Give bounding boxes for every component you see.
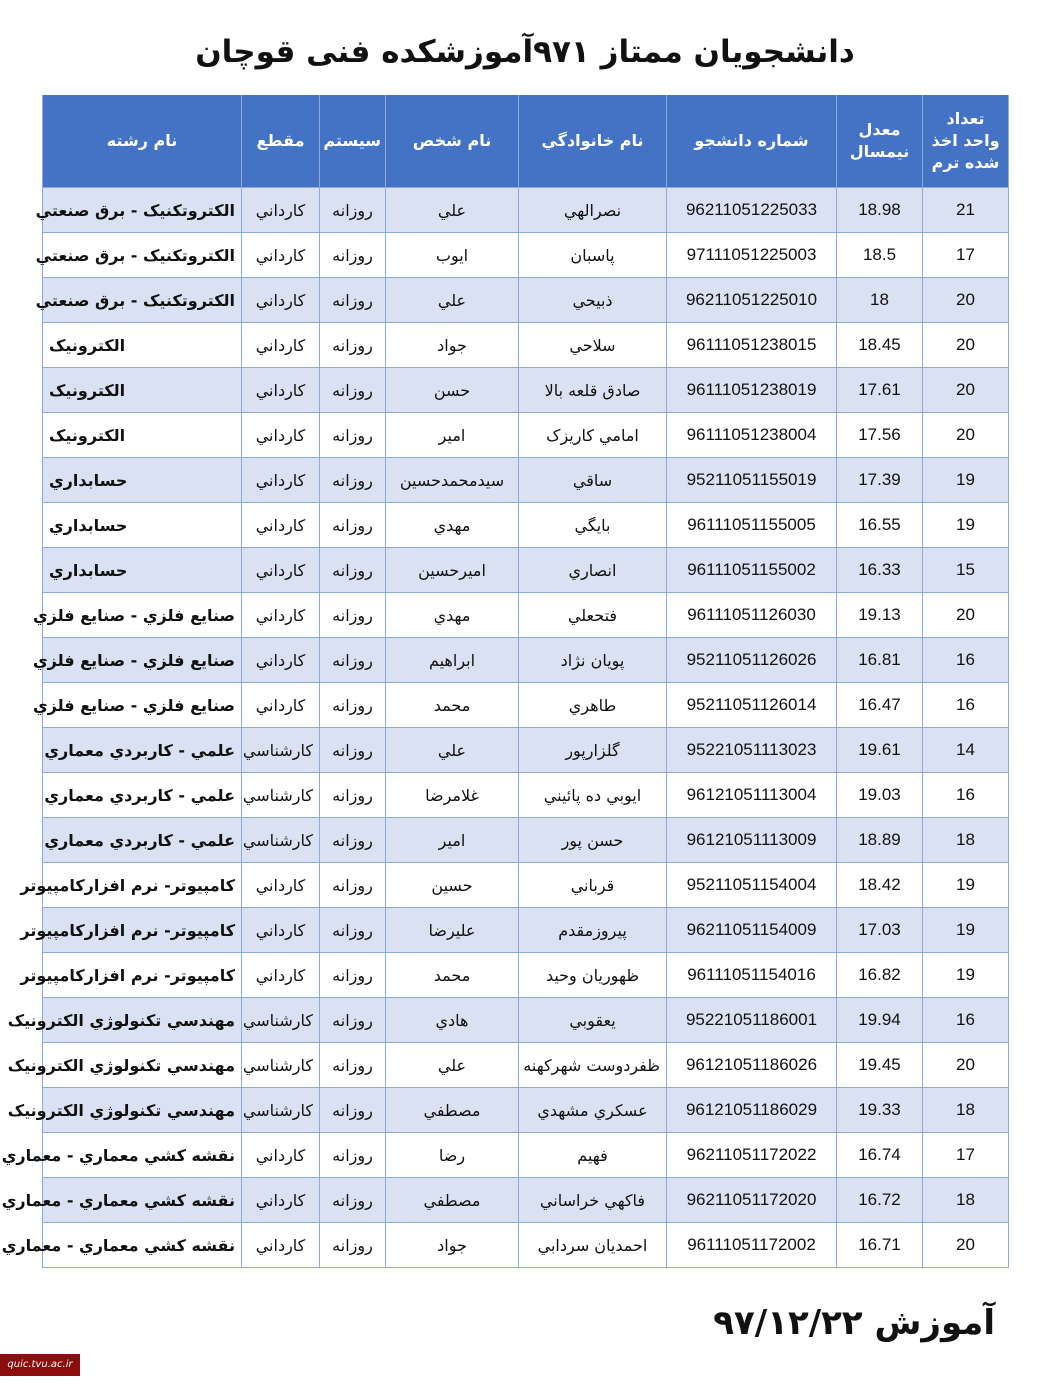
cell-system: روزانه <box>320 323 386 368</box>
table-row <box>43 1178 1009 1223</box>
header-system: سيستم <box>320 95 386 188</box>
cell-first-name: جواد <box>386 323 519 368</box>
cell-last-name: پاسبان <box>519 233 667 278</box>
cell-last-name: گلزارپور <box>519 728 667 773</box>
cell-units: 18 <box>923 1088 1009 1133</box>
table-row <box>43 188 1009 233</box>
cell-major: كامپيوتر- نرم افزاركامپيوتر <box>43 908 242 953</box>
cell-first-name: علي <box>386 1043 519 1088</box>
cell-units: 20 <box>923 593 1009 638</box>
cell-units: 21 <box>923 188 1009 233</box>
cell-system: روزانه <box>320 773 386 818</box>
cell-student-no: 96211051172020 <box>667 1178 837 1223</box>
cell-major: صنايع فلزي - صنايع فلزي <box>43 683 242 728</box>
cell-last-name: بايگي <box>519 503 667 548</box>
cell-major: علمي - كاربردي معماري <box>43 818 242 863</box>
cell-gpa: 16.33 <box>837 548 923 593</box>
cell-major: الكترونيک <box>43 413 242 458</box>
cell-last-name: يعقوبي <box>519 998 667 1043</box>
cell-system: روزانه <box>320 413 386 458</box>
cell-level: كارداني <box>242 1223 320 1268</box>
cell-level: كارداني <box>242 278 320 323</box>
cell-system: روزانه <box>320 1133 386 1178</box>
cell-units: 16 <box>923 773 1009 818</box>
cell-last-name: عسكري مشهدي <box>519 1088 667 1133</box>
cell-units: 16 <box>923 683 1009 728</box>
table-body <box>1 188 1009 1268</box>
table-row <box>43 548 1009 593</box>
cell-first-name: محمد <box>386 683 519 728</box>
cell-gpa: 16.82 <box>837 953 923 998</box>
cell-system: روزانه <box>320 368 386 413</box>
cell-system: روزانه <box>320 233 386 278</box>
cell-system: روزانه <box>320 1043 386 1088</box>
cell-first-name: مصطفي <box>386 1088 519 1133</box>
cell-system: روزانه <box>320 953 386 998</box>
cell-first-name: مصطفي <box>386 1178 519 1223</box>
cell-level: كارداني <box>242 458 320 503</box>
cell-major: حسابداري <box>43 458 242 503</box>
cell-first-name: محمد <box>386 953 519 998</box>
students-table <box>1 95 1009 1268</box>
cell-last-name: ظهوريان وحيد <box>519 953 667 998</box>
cell-major: كامپيوتر- نرم افزاركامپيوتر <box>43 953 242 998</box>
cell-system: روزانه <box>320 458 386 503</box>
cell-system: روزانه <box>320 638 386 683</box>
cell-system: روزانه <box>320 908 386 953</box>
cell-level: كارداني <box>242 953 320 998</box>
cell-system: روزانه <box>320 863 386 908</box>
cell-gpa: 19.45 <box>837 1043 923 1088</box>
cell-gpa: 18.89 <box>837 818 923 863</box>
cell-level: كارداني <box>242 503 320 548</box>
header-first-name: نام شخص <box>386 95 519 188</box>
cell-gpa: 18.5 <box>837 233 923 278</box>
header-last-name: نام خانوادگي <box>519 95 667 188</box>
cell-gpa: 18.98 <box>837 188 923 233</box>
cell-gpa: 17.39 <box>837 458 923 503</box>
cell-student-no: 96111051172002 <box>667 1223 837 1268</box>
cell-units: 16 <box>923 998 1009 1043</box>
cell-system: روزانه <box>320 548 386 593</box>
table-row <box>43 1133 1009 1178</box>
cell-level: كارشناسي <box>242 818 320 863</box>
header-units: تعداد واحد اخذ شده ترم <box>923 95 1009 188</box>
cell-last-name: فتحعلي <box>519 593 667 638</box>
cell-gpa: 16.74 <box>837 1133 923 1178</box>
table-row <box>43 1043 1009 1088</box>
cell-major: الكتروتكنيک - برق صنعتي <box>43 278 242 323</box>
cell-last-name: ايوبي ده پائيني <box>519 773 667 818</box>
table-row <box>43 413 1009 458</box>
table-row <box>43 818 1009 863</box>
cell-major: نقشه كشي معماري - معماري <box>43 1223 242 1268</box>
cell-gpa: 19.33 <box>837 1088 923 1133</box>
cell-gpa: 17.61 <box>837 368 923 413</box>
cell-major: مهندسي تكنولوژي الكترونيک <box>43 1043 242 1088</box>
cell-last-name: نصرالهي <box>519 188 667 233</box>
cell-major: الكتروتكنيک - برق صنعتي <box>43 188 242 233</box>
cell-level: كارداني <box>242 233 320 278</box>
cell-gpa: 16.47 <box>837 683 923 728</box>
cell-units: 15 <box>923 548 1009 593</box>
cell-first-name: جواد <box>386 1223 519 1268</box>
table-row <box>43 1223 1009 1268</box>
cell-first-name: علي <box>386 188 519 233</box>
cell-gpa: 19.94 <box>837 998 923 1043</box>
cell-student-no: 96111051238019 <box>667 368 837 413</box>
cell-level: كارداني <box>242 683 320 728</box>
cell-major: الكترونيک <box>43 323 242 368</box>
cell-level: كارداني <box>242 908 320 953</box>
table-row <box>43 683 1009 728</box>
cell-major: كامپيوتر- نرم افزاركامپيوتر <box>43 863 242 908</box>
cell-units: 14 <box>923 728 1009 773</box>
cell-student-no: 96121051113004 <box>667 773 837 818</box>
cell-major: علمي - كاربردي معماري <box>43 773 242 818</box>
cell-student-no: 95211051155019 <box>667 458 837 503</box>
cell-last-name: طاهري <box>519 683 667 728</box>
table-row <box>43 728 1009 773</box>
table-row <box>43 773 1009 818</box>
table-row <box>43 998 1009 1043</box>
cell-system: روزانه <box>320 818 386 863</box>
cell-student-no: 96111051126030 <box>667 593 837 638</box>
cell-system: روزانه <box>320 1088 386 1133</box>
cell-units: 19 <box>923 863 1009 908</box>
header-major: نام رشته <box>43 95 242 188</box>
cell-last-name: حسن پور <box>519 818 667 863</box>
page-title: دانشجویان ممتاز ۹۷۱آموزشکده فنی قوچان <box>195 34 855 70</box>
cell-first-name: هادي <box>386 998 519 1043</box>
cell-student-no: 96111051154016 <box>667 953 837 998</box>
cell-student-no: 96111051238015 <box>667 323 837 368</box>
cell-first-name: مهدي <box>386 503 519 548</box>
table-row <box>43 953 1009 998</box>
cell-first-name: غلامرضا <box>386 773 519 818</box>
cell-first-name: مهدي <box>386 593 519 638</box>
cell-student-no: 96121051186026 <box>667 1043 837 1088</box>
cell-major: نقشه كشي معماري - معماري <box>43 1133 242 1178</box>
cell-system: روزانه <box>320 593 386 638</box>
cell-major: صنايع فلزي - صنايع فلزي <box>43 638 242 683</box>
cell-major: حسابداري <box>43 503 242 548</box>
cell-student-no: 96211051172022 <box>667 1133 837 1178</box>
cell-units: 20 <box>923 323 1009 368</box>
cell-last-name: ظفردوست شهركهنه <box>519 1043 667 1088</box>
cell-last-name: صادق قلعه بالا <box>519 368 667 413</box>
cell-units: 17 <box>923 233 1009 278</box>
cell-gpa: 17.03 <box>837 908 923 953</box>
cell-level: كارشناسي <box>242 998 320 1043</box>
cell-first-name: علي <box>386 728 519 773</box>
cell-last-name: پيروزمقدم <box>519 908 667 953</box>
cell-student-no: 95211051154004 <box>667 863 837 908</box>
cell-first-name: سيدمحمدحسين <box>386 458 519 503</box>
cell-gpa: 19.03 <box>837 773 923 818</box>
cell-major: الكترونيک <box>43 368 242 413</box>
cell-level: كارشناسي <box>242 1088 320 1133</box>
cell-last-name: پويان نژاد <box>519 638 667 683</box>
cell-units: 16 <box>923 638 1009 683</box>
cell-major: علمي - كاربردي معماري <box>43 728 242 773</box>
cell-units: 19 <box>923 953 1009 998</box>
cell-last-name: ذبيحي <box>519 278 667 323</box>
cell-level: كارشناسي <box>242 728 320 773</box>
cell-units: 19 <box>923 503 1009 548</box>
cell-level: كارداني <box>242 1133 320 1178</box>
cell-gpa: 17.56 <box>837 413 923 458</box>
cell-first-name: حسن <box>386 368 519 413</box>
cell-level: كارداني <box>242 593 320 638</box>
cell-first-name: ابراهيم <box>386 638 519 683</box>
cell-student-no: 96121051113009 <box>667 818 837 863</box>
cell-system: روزانه <box>320 998 386 1043</box>
table-row <box>43 233 1009 278</box>
cell-level: كارشناسي <box>242 773 320 818</box>
cell-level: كارداني <box>242 323 320 368</box>
cell-last-name: احمديان سردابي <box>519 1223 667 1268</box>
cell-major: نقشه كشي معماري - معماري <box>43 1178 242 1223</box>
header-gpa: معدل نيمسال <box>837 95 923 188</box>
cell-student-no: 95211051126026 <box>667 638 837 683</box>
cell-level: كارداني <box>242 413 320 458</box>
cell-gpa: 18 <box>837 278 923 323</box>
cell-major: حسابداري <box>43 548 242 593</box>
table-row <box>43 278 1009 323</box>
cell-first-name: ايوب <box>386 233 519 278</box>
cell-student-no: 96111051155005 <box>667 503 837 548</box>
cell-units: 18 <box>923 818 1009 863</box>
cell-student-no: 96121051186029 <box>667 1088 837 1133</box>
cell-last-name: انصاري <box>519 548 667 593</box>
cell-system: روزانه <box>320 278 386 323</box>
header-level: مقطع <box>242 95 320 188</box>
cell-first-name: امير <box>386 818 519 863</box>
cell-gpa: 19.13 <box>837 593 923 638</box>
cell-level: كارشناسي <box>242 1043 320 1088</box>
cell-student-no: 95221051186001 <box>667 998 837 1043</box>
cell-first-name: رضا <box>386 1133 519 1178</box>
table-row <box>43 503 1009 548</box>
cell-student-no: 95221051113023 <box>667 728 837 773</box>
cell-gpa: 16.71 <box>837 1223 923 1268</box>
cell-major: صنايع فلزي - صنايع فلزي <box>43 593 242 638</box>
cell-student-no: 96211051225033 <box>667 188 837 233</box>
cell-system: روزانه <box>320 1178 386 1223</box>
cell-first-name: امير <box>386 413 519 458</box>
header-student-no: شماره دانشجو <box>667 95 837 188</box>
cell-major: مهندسي تكنولوژي الكترونيک <box>43 998 242 1043</box>
cell-last-name: سلاحي <box>519 323 667 368</box>
cell-system: روزانه <box>320 683 386 728</box>
cell-student-no: 96211051154009 <box>667 908 837 953</box>
table-row <box>43 908 1009 953</box>
cell-level: كارداني <box>242 863 320 908</box>
cell-major: الكتروتكنيک - برق صنعتي <box>43 233 242 278</box>
cell-units: 20 <box>923 1223 1009 1268</box>
cell-gpa: 18.42 <box>837 863 923 908</box>
cell-system: روزانه <box>320 188 386 233</box>
cell-units: 17 <box>923 1133 1009 1178</box>
cell-gpa: 19.61 <box>837 728 923 773</box>
cell-units: 18 <box>923 1178 1009 1223</box>
cell-level: كارداني <box>242 368 320 413</box>
cell-student-no: 96111051155002 <box>667 548 837 593</box>
table-header-row <box>43 95 1009 188</box>
cell-gpa: 16.55 <box>837 503 923 548</box>
cell-level: كارداني <box>242 188 320 233</box>
cell-last-name: ساقي <box>519 458 667 503</box>
cell-student-no: 96111051238004 <box>667 413 837 458</box>
cell-student-no: 97111051225003 <box>667 233 837 278</box>
cell-first-name: اميرحسين <box>386 548 519 593</box>
cell-units: 19 <box>923 458 1009 503</box>
cell-first-name: علي <box>386 278 519 323</box>
table-row <box>43 1088 1009 1133</box>
cell-units: 20 <box>923 368 1009 413</box>
cell-units: 20 <box>923 413 1009 458</box>
cell-system: روزانه <box>320 503 386 548</box>
table-row <box>43 368 1009 413</box>
cell-gpa: 16.81 <box>837 638 923 683</box>
table-row <box>43 638 1009 683</box>
cell-system: روزانه <box>320 1223 386 1268</box>
table-row <box>43 593 1009 638</box>
cell-last-name: قرباني <box>519 863 667 908</box>
cell-gpa: 16.72 <box>837 1178 923 1223</box>
cell-units: 20 <box>923 1043 1009 1088</box>
cell-first-name: حسين <box>386 863 519 908</box>
cell-level: كارداني <box>242 638 320 683</box>
cell-last-name: فهيم <box>519 1133 667 1178</box>
cell-major: مهندسي تكنولوژي الكترونيک <box>43 1088 242 1133</box>
cell-level: كارداني <box>242 548 320 593</box>
cell-units: 19 <box>923 908 1009 953</box>
cell-gpa: 18.45 <box>837 323 923 368</box>
footer-date: آموزش ۹۷/۱۲/۲۲ <box>713 1303 995 1343</box>
table-row <box>43 323 1009 368</box>
cell-student-no: 96211051225010 <box>667 278 837 323</box>
watermark-tag: quic.tvu.ac.ir <box>0 1354 80 1376</box>
cell-level: كارداني <box>242 1178 320 1223</box>
cell-last-name: فاكهي خراساني <box>519 1178 667 1223</box>
cell-last-name: امامي كاريزک <box>519 413 667 458</box>
table-row <box>43 458 1009 503</box>
cell-units: 20 <box>923 278 1009 323</box>
cell-student-no: 95211051126014 <box>667 683 837 728</box>
table-row <box>43 863 1009 908</box>
cell-first-name: عليرضا <box>386 908 519 953</box>
cell-system: روزانه <box>320 728 386 773</box>
